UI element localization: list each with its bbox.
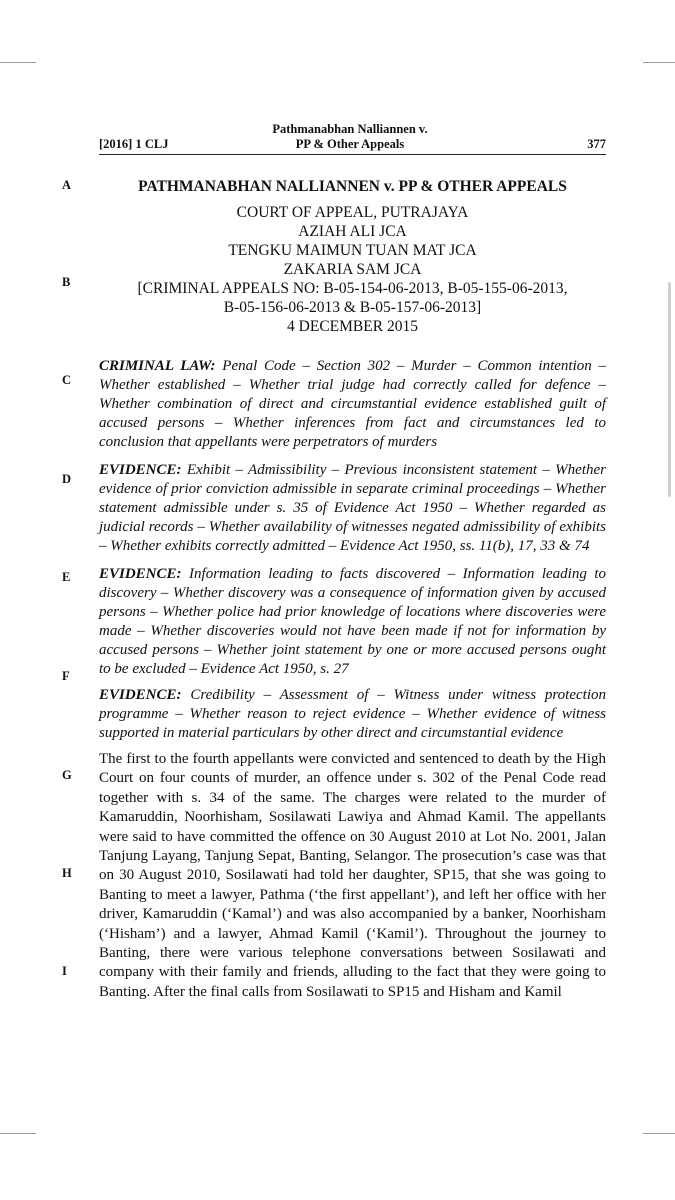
- judge-1: AZIAH ALI JCA: [298, 223, 407, 240]
- crop-mark-top-right: [643, 62, 675, 63]
- margin-letter-c: C: [62, 373, 72, 387]
- catchword-keyword: EVIDENCE:: [99, 687, 182, 703]
- header-rule: [99, 154, 606, 155]
- crop-mark-bottom-left: [0, 1133, 36, 1134]
- running-header-title-line2: PP & Other Appeals: [295, 136, 405, 151]
- crop-mark-bottom-right: [643, 1133, 675, 1134]
- catchword-keyword: CRIMINAL LAW:: [99, 358, 216, 374]
- case-title: PATHMANABHAN NALLIANNEN v. PP & OTHER APPEALS: [138, 178, 567, 195]
- margin-letter-a: A: [62, 178, 72, 192]
- headnote-paragraph: The first to the fourth appellants were convicted and sentenced to death by the High Court on four counts of murder, an offence under s. 302 of the Penal Code read together with s. 34 of the same. The charges were related to the murder of Kamaruddin, Noorhisham, Sosilawati Lawiya and Ahmad Kamil. The appellants were said to have committed the offence on 30 August 2010 at Lot No. 2001, Jalan Tanjung Layang, Tanjung Sepat, Banting, Selangor. The prosecution’s case was that on 30 August 2010, Sosilawati had told her daughter, SP15, that she was going to Banting to meet a lawyer, Pathma (‘the first appellant’), and left her office with her driver, Kamaruddin (‘Kamal’) and was also accompanied by a banker, Noorhisham (‘Hisham’) and a lawyer, Ahmad Kamil (‘Kamil’). Throughout the journey to Banting, there were various telephone conversations between Sosilawati and company with their family and friends, alluding to the fact that they were going to Banting. After the final calls from Sosilawati to SP15 and Hisham and Kamil: [99, 751, 606, 1000]
- running-header-title: [200, 122, 500, 151]
- judge-2: TENGKU MAIMUN TUAN MAT JCA: [228, 242, 477, 259]
- catchword-text: Penal Code – Section 302 – Murder – Common intention – Whether established – Whether trial judge had correctly called for defence – Whether combination of direct and circumstantial evidence established guilt of accused persons – Whether inferences from fact and circumstances led to conclusion that appellants were perpetrators of murders: [99, 358, 606, 450]
- scrollbar-thumb[interactable]: [668, 282, 671, 497]
- margin-letter-d: D: [62, 472, 72, 486]
- margin-letter-e: E: [62, 570, 71, 584]
- catchword-paragraph: [99, 686, 606, 743]
- margin-letter-h: H: [62, 866, 72, 880]
- margin-letter-i: I: [62, 964, 67, 978]
- judge-3: ZAKARIA SAM JCA: [283, 261, 422, 278]
- catchword-paragraph: [99, 565, 606, 679]
- court-name: COURT OF APPEAL, PUTRAJAYA: [236, 204, 469, 221]
- running-header-citation: [2016] 1 CLJ: [99, 137, 169, 151]
- catchword-keyword: EVIDENCE:: [99, 462, 182, 478]
- judgment-date: 4 DECEMBER 2015: [287, 318, 418, 335]
- margin-letter-b: B: [62, 275, 71, 289]
- crop-mark-top-left: [0, 62, 36, 63]
- catchword-paragraph: [99, 461, 606, 556]
- catchword-keyword: EVIDENCE:: [99, 566, 182, 582]
- catchword-text: Credibility – Assessment of – Witness under witness protection programme – Whether reason to reject evidence – Whether evidence of witness supported in material particulars by other direct and circumstantial evidence: [99, 687, 606, 741]
- court-block: [99, 203, 606, 336]
- appeal-numbers-line1: [CRIMINAL APPEALS NO: B-05-154-06-2013, B-05-155-06-2013,: [137, 280, 568, 297]
- margin-letter-f: F: [62, 669, 70, 683]
- catchword-text: Exhibit – Admissibility – Previous inconsistent statement – Whether evidence of prior conviction admissible in separate criminal proceedings – Whether statement admissible under s. 35 of Evidence Act 1950 – Whether regarded as judicial records – Whether availability of witnesses negated admissibility of exhibits – Whether exhibits correctly admitted – Evidence Act 1950, ss. 11(b), 17, 33 & 74: [99, 462, 606, 554]
- catchword-paragraph: [99, 357, 606, 452]
- page-number: 377: [587, 137, 606, 151]
- running-header-title-line1: Pathmanabhan Nalliannen v.: [272, 122, 428, 136]
- catchword-text: Information leading to facts discovered – Information leading to discovery – Whether discovery was a consequence of information given by accused persons – Whether police had prior knowledge of locations where discoveries were made – Whether discoveries would not have been made if not for information by accused persons – Whether joint statement by one or more accused persons ought to be excluded – Evidence Act 1950, s. 27: [99, 566, 606, 677]
- margin-letter-g: G: [62, 768, 72, 782]
- appeal-numbers-line2: B-05-156-06-2013 & B-05-157-06-2013]: [223, 299, 482, 316]
